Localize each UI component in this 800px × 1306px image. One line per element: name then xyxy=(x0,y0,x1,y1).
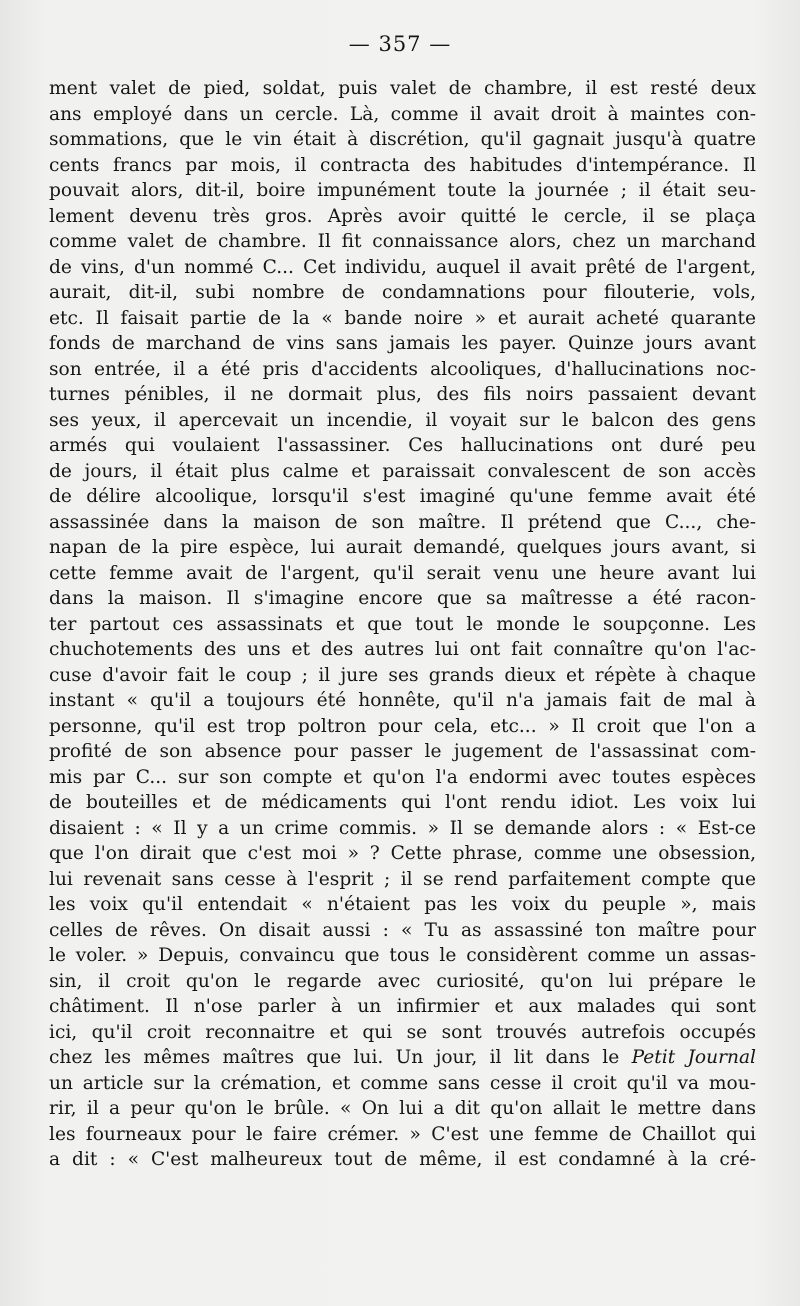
text-line: de délire alcoolique, lorsqu'il s'est imaginé qu'une femme avait été xyxy=(49,486,756,507)
text-line: profité de son absence pour passer le jugement de l'assassinat com- xyxy=(49,741,756,762)
text-line: de bouteilles et de médicaments qui l'ont rendu idiot. Les voix lui xyxy=(49,792,756,813)
text-line: turnes pénibles, il ne dormait plus, des fils noirs passaient devant xyxy=(49,384,756,405)
text-line: aurait, dit-il, subi nombre de condamnations pour filouterie, vols, xyxy=(49,282,756,303)
text-line: celles de rêves. On disait aussi : « Tu as assassiné ton maître pour xyxy=(49,919,756,941)
text-line: son entrée, il a été pris d'accidents alcooliques, d'hallucinations noc- xyxy=(49,358,756,380)
text-line: assassinée dans la maison de son maître. Il prétend que C..., che- xyxy=(49,511,756,533)
text-line: cents francs par mois, il contracta des habitudes d'intempérance. Il xyxy=(49,154,756,176)
text-line: ter partout ces assassinats et que tout le monde le soupçonne. Les xyxy=(49,613,756,635)
text-line: lement devenu très gros. Après avoir quitté le cercle, il se plaça xyxy=(49,205,756,227)
text-line: comme valet de chambre. Il fit connaissance alors, chez un marchand xyxy=(49,231,756,252)
text-line: lui revenait sans cesse à l'esprit ; il se rend parfaitement compte que xyxy=(49,868,756,890)
text-line: de vins, d'un nommé C... Cet individu, auquel il avait prêté de l'argent, xyxy=(49,256,756,278)
page-number: — 357 — xyxy=(348,32,452,56)
text-line: châtiment. Il n'ose parler à un infirmier et aux malades qui sont xyxy=(49,996,756,1017)
text-line: ses yeux, il apercevait un incendie, il voyait sur le balcon des gens xyxy=(49,409,756,431)
text-line: que l'on dirait que c'est moi » ? Cette phrase, comme une obsession, xyxy=(49,843,756,864)
text-line: armés qui voulaient l'assassiner. Ces hallucinations ont duré peu xyxy=(49,435,756,456)
newspaper-title: Petit Journal xyxy=(631,1047,756,1068)
text-line-segment: chez les mêmes maîtres que lui. Un jour, il lit dans le xyxy=(49,1047,620,1068)
text-line: cette femme avait de l'argent, qu'il serait venu une heure avant lui xyxy=(49,562,756,584)
text-line: a dit : « C'est malheureux tout de même, il est condamné à la cré- xyxy=(49,1149,756,1170)
text-line-with-title xyxy=(49,1045,756,1071)
text-line: personne, qu'il est trop poltron pour cela, etc... » Il croit que l'on a xyxy=(49,715,756,737)
body-text xyxy=(49,76,756,1173)
text-line: etc. Il faisait partie de la « bande noire » et aurait acheté quarante xyxy=(49,307,756,329)
text-line: sin, il croit qu'on le regarde avec curiosité, qu'on lui prépare le xyxy=(49,970,756,992)
text-line: chuchotements des uns et des autres lui ont fait connaître qu'on l'ac- xyxy=(49,639,756,660)
text-line: disaient : « Il y a un crime commis. » Il se demande alors : « Est-ce xyxy=(49,817,756,839)
text-line: le voler. » Depuis, convaincu que tous le considèrent comme un assas- xyxy=(49,945,756,966)
text-line: un article sur la crémation, et comme sans cesse il croit qu'il va mou- xyxy=(49,1072,756,1094)
text-line: les fourneaux pour le faire crémer. » C'est une femme de Chaillot qui xyxy=(49,1123,756,1145)
text-line: dans la maison. Il s'imagine encore que sa maîtresse a été racon- xyxy=(49,588,756,609)
text-line: cuse d'avoir fait le coup ; il jure ses grands dieux et répète à chaque xyxy=(49,664,756,686)
text-line: rir, il a peur qu'on le brûle. « On lui a dit qu'on allait le mettre dans xyxy=(49,1098,756,1119)
text-line: ans employé dans un cercle. Là, comme il avait droit à maintes con- xyxy=(49,103,756,125)
text-line: instant « qu'il a toujours été honnête, qu'il n'a jamais fait de mal à xyxy=(49,690,756,711)
text-line: pouvait alors, dit-il, boire impunément toute la journée ; il était seu- xyxy=(49,180,756,201)
text-line: sommations, que le vin était à discrétion, qu'il gagnait jusqu'à quatre xyxy=(49,129,756,150)
text-line: ici, qu'il croit reconnaitre et qui se sont trouvés autrefois occupés xyxy=(49,1021,756,1043)
text-line: de jours, il était plus calme et paraissait convalescent de son accès xyxy=(49,460,756,482)
text-line: napan de la pire espèce, lui aurait demandé, quelques jours avant, si xyxy=(49,537,756,558)
text-line: les voix qu'il entendait « n'étaient pas les voix du peuple », mais xyxy=(49,894,756,915)
text-line: mis par C... sur son compte et qu'on l'a endormi avec toutes espèces xyxy=(49,766,756,788)
text-line: fonds de marchand de vins sans jamais les payer. Quinze jours avant xyxy=(49,333,756,354)
text-line: ment valet de pied, soldat, puis valet de chambre, il est resté deux xyxy=(49,78,756,99)
